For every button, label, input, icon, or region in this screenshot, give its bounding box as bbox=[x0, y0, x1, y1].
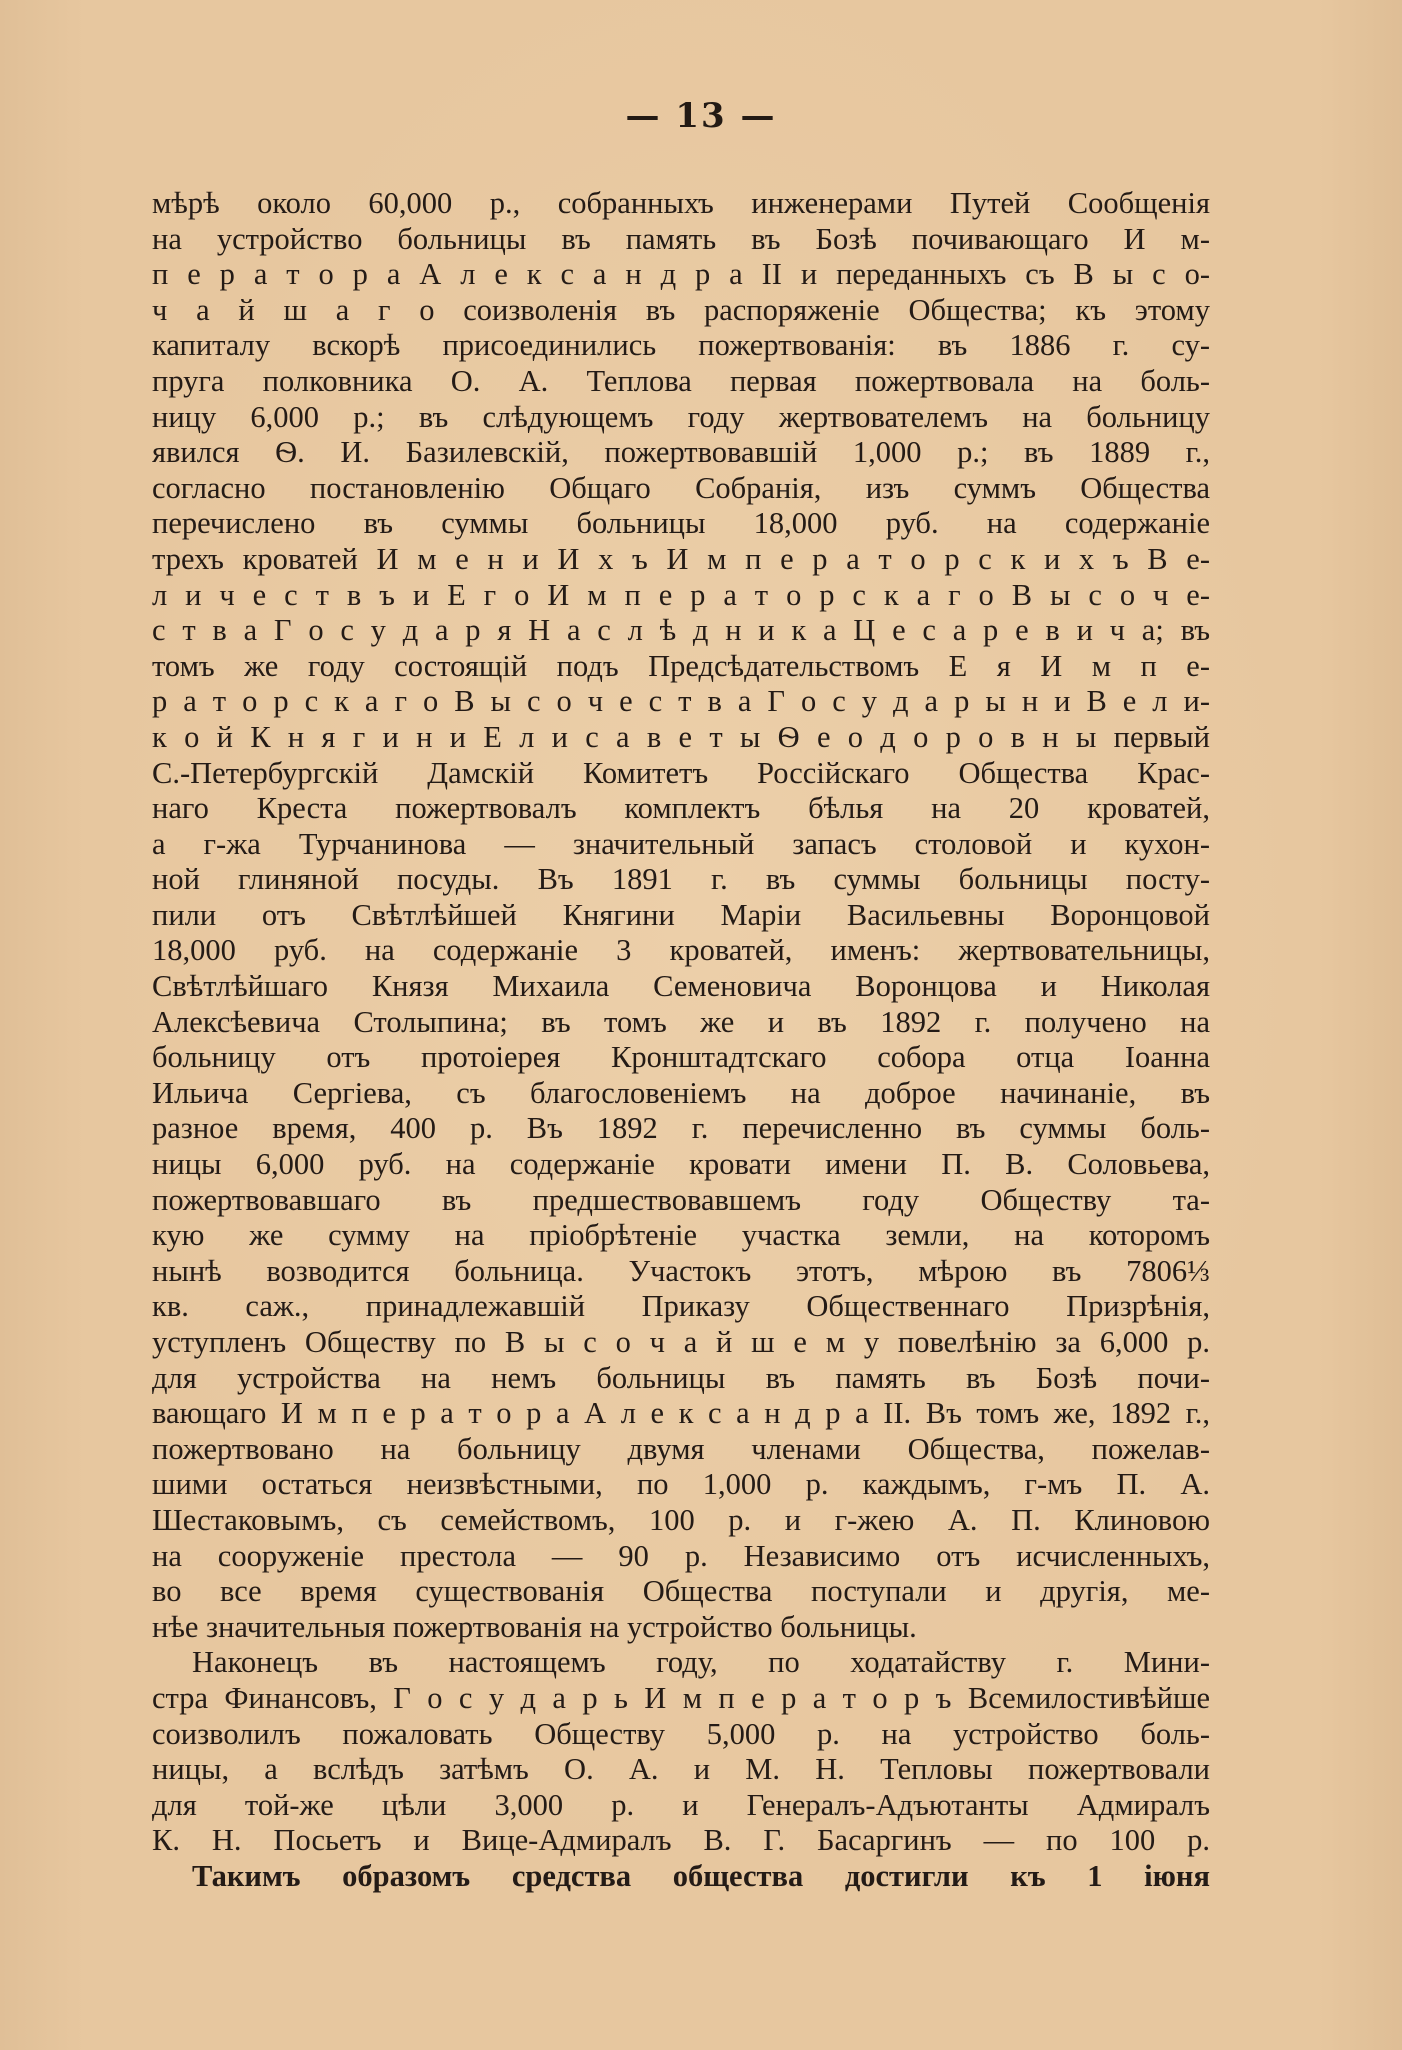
text-line: пожертвовано на больницу двумя членами Общества, пожелав- bbox=[152, 1431, 1210, 1466]
text-line: соизволилъ пожаловать Обществу 5,000 р. на устройство боль- bbox=[152, 1716, 1210, 1751]
page-number: — 13 — bbox=[625, 96, 777, 136]
text-line: томъ же году состоящій подъ Предсѣдательствомъ Е я И м п е- bbox=[152, 648, 1210, 683]
text-line: на сооруженіе престола — 90 р. Независимо отъ исчисленныхъ, bbox=[152, 1538, 1210, 1573]
text-line: перечислено въ суммы больницы 18,000 руб. на содержаніе bbox=[152, 506, 1210, 541]
text-line: нынѣ возводится больница. Участокъ этотъ, мѣрою въ 7806⅓ bbox=[152, 1253, 1210, 1288]
text-line: ницы, а вслѣдъ затѣмъ О. А. и М. Н. Тепловы пожертвовали bbox=[152, 1752, 1210, 1787]
text-line: а г-жа Турчанинова — значительный запасъ столовой и кухон- bbox=[152, 826, 1210, 861]
text-line: уступленъ Обществу по В ы с о ч а й ш е м у повелѣнію за 6,000 р. bbox=[152, 1325, 1210, 1359]
text-line: пили отъ Свѣтлѣйшей Княгини Маріи Васильевны Воронцовой bbox=[152, 897, 1210, 932]
text-line: Алексѣевича Столыпина; въ томъ же и въ 1892 г. получено на bbox=[152, 1004, 1210, 1039]
text-line: на устройство больницы въ память въ Бозѣ почивающаго И м- bbox=[152, 221, 1210, 256]
text-line: Ильича Сергіева, съ благословеніемъ на доброе начинаніе, въ bbox=[152, 1075, 1210, 1110]
text-line: разное время, 400 р. Въ 1892 г. перечисленно въ суммы боль- bbox=[152, 1111, 1210, 1146]
text-line: ной глиняной посуды. Въ 1891 г. въ суммы больницы посту- bbox=[152, 862, 1210, 897]
text-line: больницу отъ протоіерея Кронштадтскаго собора отца Іоанна bbox=[152, 1040, 1210, 1075]
text-line: ницу 6,000 р.; въ слѣдующемъ году жертвователемъ на больницу bbox=[152, 399, 1210, 434]
text-line: л и ч е с т в ъ и Е г о И м п е р а т о р с к а г о В ы с о ч е- bbox=[152, 577, 1210, 612]
text-line: Шестаковымъ, съ семействомъ, 100 р. и г-жею А. П. Клиновою bbox=[152, 1502, 1210, 1537]
text-line: трехъ кроватей И м е н и И х ъ И м п е р а т о р с к и х ъ В е- bbox=[152, 541, 1210, 576]
text-line: кую же сумму на пріобрѣтеніе участка земли, на которомъ bbox=[152, 1218, 1210, 1253]
text-line: вающаго И м п е р а т о р а А л е к с а н д р а II. Въ томъ же, 1892 г., bbox=[152, 1396, 1210, 1431]
paragraph-start-line: Наконецъ въ настоящемъ году, по ходатайству г. Мини- bbox=[192, 1645, 1210, 1680]
text-line: Свѣтлѣйшаго Князя Михаила Семеновича Воронцова и Николая bbox=[152, 969, 1210, 1004]
text-line: стра Финансовъ, Г о с у д а р ь И м п е р а т о р ъ Всемилостивѣйше bbox=[152, 1680, 1210, 1715]
text-line: мѣрѣ около 60,000 р., собранныхъ инженерами Путей Сообщенія bbox=[152, 186, 1210, 220]
text-line: п е р а т о р а А л е к с а н д р а II и переданныхъ съ В ы с о- bbox=[152, 257, 1210, 292]
body-text bbox=[152, 186, 1210, 1895]
text-line: шими остаться неизвѣстными, по 1,000 р. каждымъ, г-мъ П. А. bbox=[152, 1467, 1210, 1502]
text-line: явился Ѳ. И. Базилевскій, пожертвовавшій 1,000 р.; въ 1889 г., bbox=[152, 435, 1210, 470]
text-line: пожертвовавшаго въ предшествовавшемъ году Обществу та- bbox=[152, 1182, 1210, 1217]
text-line: ч а й ш а г о соизволенія въ распоряженіе Общества; къ этому bbox=[152, 292, 1210, 327]
text-line: С.-Петербургскій Дамскій Комитетъ Россійскаго Общества Крас- bbox=[152, 755, 1210, 790]
text-line: р а т о р с к а г о В ы с о ч е с т в а Г о с у д а р ы н и В е л и- bbox=[152, 684, 1210, 719]
text-line: наго Креста пожертвовалъ комплектъ бѣлья на 20 кроватей, bbox=[152, 791, 1210, 826]
paragraph-start-line: Такимъ образомъ средства общества достигли къ 1 іюня bbox=[192, 1858, 1210, 1893]
text-line: пруга полковника О. А. Теплова первая пожертвовала на боль- bbox=[152, 363, 1210, 398]
text-line: ницы 6,000 руб. на содержаніе кровати имени П. В. Соловьева, bbox=[152, 1147, 1210, 1182]
text-line: к о й К н я г и н и Е л и с а в е т ы Ѳ е о д о р о в н ы первый bbox=[152, 719, 1210, 754]
text-line: согласно постановленію Общаго Собранія, изъ суммъ Общества bbox=[152, 470, 1210, 505]
text-line: во все время существованія Общества поступали и другія, ме- bbox=[152, 1574, 1210, 1609]
text-line: для той-же цѣли 3,000 р. и Генералъ-Адъютанты Адмиралъ bbox=[152, 1787, 1210, 1822]
text-line: нѣе значительныя пожертвованія на устройство больницы. bbox=[152, 1609, 917, 1644]
text-line: с т в а Г о с у д а р я Н а с л ѣ д н и к а Ц е с а р е в и ч а; въ bbox=[152, 613, 1210, 648]
text-line: К. Н. Посьетъ и Вице-Адмиралъ В. Г. Басаргинъ — по 100 р. bbox=[152, 1823, 1210, 1858]
text-line: кв. саж., принадлежавшій Приказу Общественнаго Призрѣнія, bbox=[152, 1289, 1210, 1324]
text-line: капиталу вскорѣ присоединились пожертвованія: въ 1886 г. су- bbox=[152, 328, 1210, 363]
text-line: для устройства на немъ больницы въ память въ Бозѣ почи- bbox=[152, 1360, 1210, 1395]
text-line: 18,000 руб. на содержаніе 3 кроватей, именъ: жертвовательницы, bbox=[152, 933, 1210, 968]
